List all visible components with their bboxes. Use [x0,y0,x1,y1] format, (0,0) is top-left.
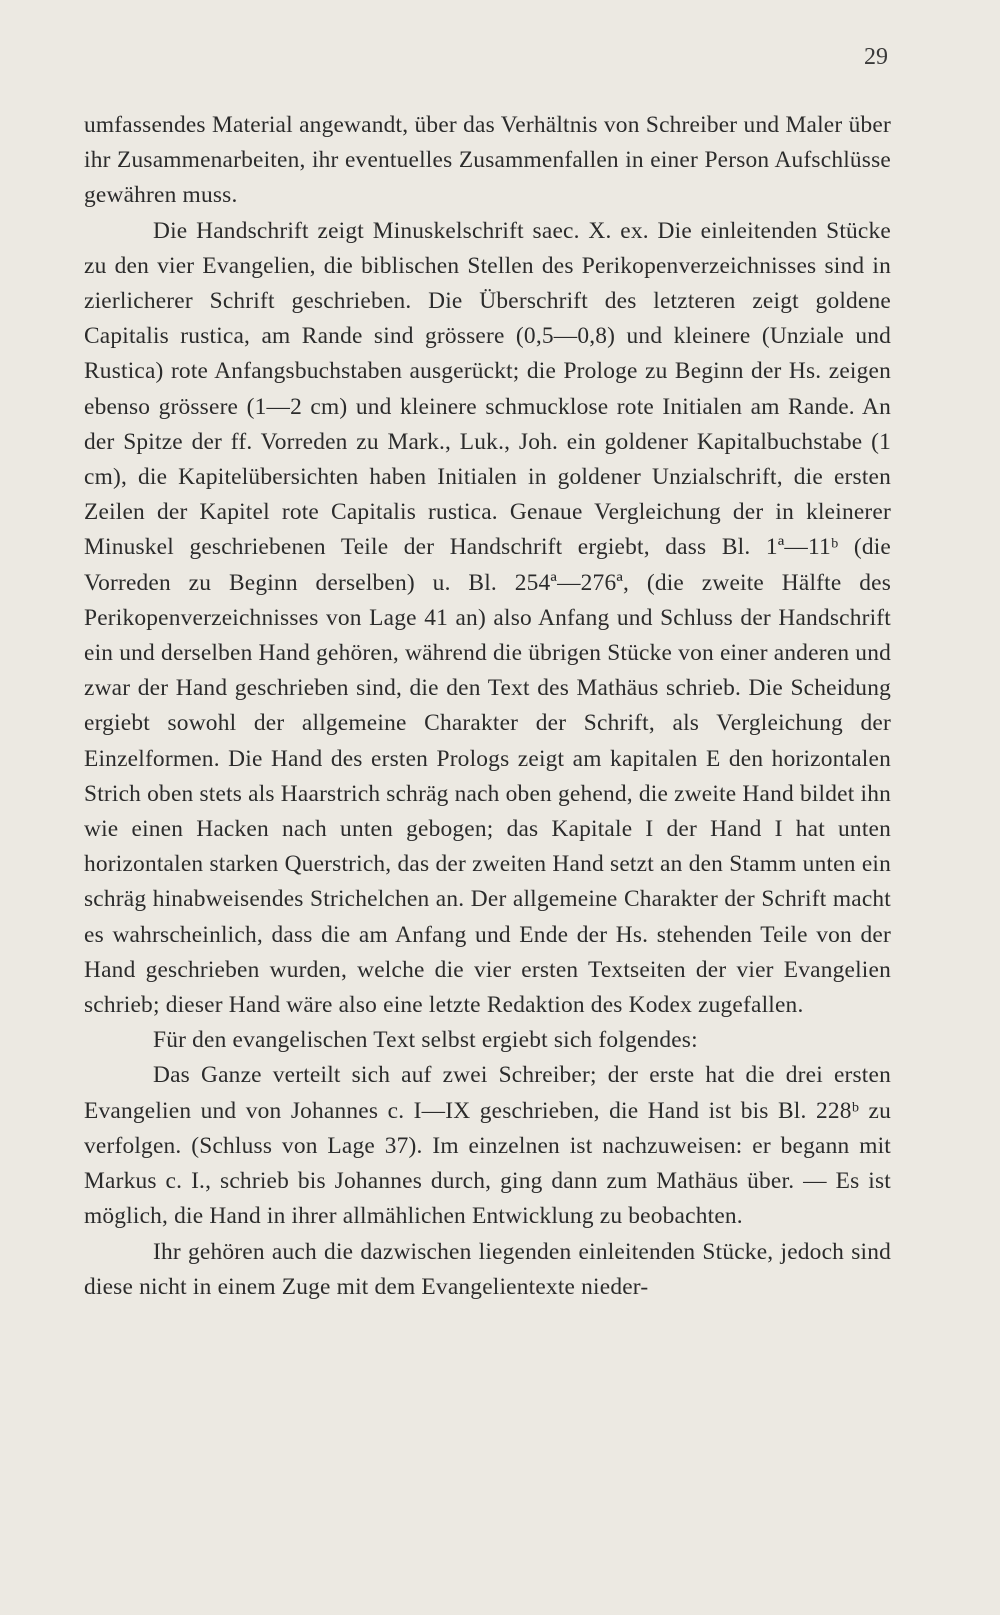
body-text [84,108,891,1305]
paragraph-3: Für den evangelischen Text selbst ergiebt sich folgendes: [153,1027,698,1054]
paragraph-5: Ihr gehören auch die dazwischen liegenden einleitenden Stücke, jedoch sind diese nicht in einem Zuge mit dem Evangelientexte nieder- [84,1238,891,1300]
paragraph-2: Die Handschrift zeigt Minuskelschrift saec. X. ex. Die einleitenden Stücke zu den vier Evangelien, die biblischen Stellen des Perikopenverzeichnisses sind in zierlicherer Schrift geschrieben. Die Überschrift des letzteren zeigt goldene Capitalis rustica, am Rande sind grössere (0,5—0,8) und kleinere (Unziale und Rustica) rote Anfangsbuchstaben ausgerückt; die Prologe zu Beginn der Hs. zeigen ebenso grössere (1—2 cm) und kleinere schmucklose rote Initialen am Rande. An der Spitze der ff. Vorreden zu Mark., Luk., Joh. ein goldener Kapitalbuchstabe (1 cm), die Kapitelübersichten haben Initialen in goldener Unzialschrift, die ersten Zeilen der Kapitel rote Capitalis rustica. Genaue Vergleichung der in kleinerer Minuskel geschriebenen Teile der Handschrift ergiebt, dass Bl. 1ª—11ᵇ (die Vorreden zu Beginn derselben) u. Bl. 254ª—276ª, (die zweite Hälfte des Perikopenverzeichnisses von Lage 41 an) also Anfang und Schluss der Handschrift ein und derselben Hand gehören, während die übrigen Stücke von einer anderen und zwar der Hand geschrieben sind, die den Text des Mathäus schrieb. Die Scheidung ergiebt sowohl der allgemeine Charakter der Schrift, als Vergleichung der Einzelformen. Die Hand des ersten Prologs zeigt am kapitalen E den horizontalen Strich oben stets als Haarstrich schräg nach oben gehend, die zweite Hand bildet ihn wie einen Hacken nach unten gebogen; das Kapitale I der Hand I hat unten horizontalen starken Querstrich, das der zweiten Hand setzt an den Stamm unten ein schräg hinabweisendes Strichelchen an. Der allgemeine Charakter der Schrift macht es wahrscheinlich, dass die am Anfang und Ende der Hs. stehenden Teile von der Hand geschrieben wurden, welche die vier ersten Textseiten der vier Evangelien schrieb; dieser Hand wäre also eine letzte Redaktion des Kodex zugefallen. [84,217,891,1019]
paragraph-1: umfassendes Material angewandt, über das Verhältnis von Schreiber und Maler über ihr Zusammenarbeiten, ihr eventuelles Zusammenfallen in einer Person Aufschlüsse gewähren muss. [84,112,891,209]
paragraph-4: Das Ganze verteilt sich auf zwei Schreiber; der erste hat die drei ersten Evangelien und von Johannes c. I—IX geschrieben, die Hand ist bis Bl. 228ᵇ zu verfolgen. (Schluss von Lage 37). Im einzelnen ist nachzuweisen: er begann mit Markus c. I., schrieb bis Johannes durch, ging dann zum Mathäus über. — Es ist möglich, die Hand in ihrer allmählichen Entwicklung zu beobachten. [84,1062,891,1230]
page-number: 29 [864,44,888,70]
